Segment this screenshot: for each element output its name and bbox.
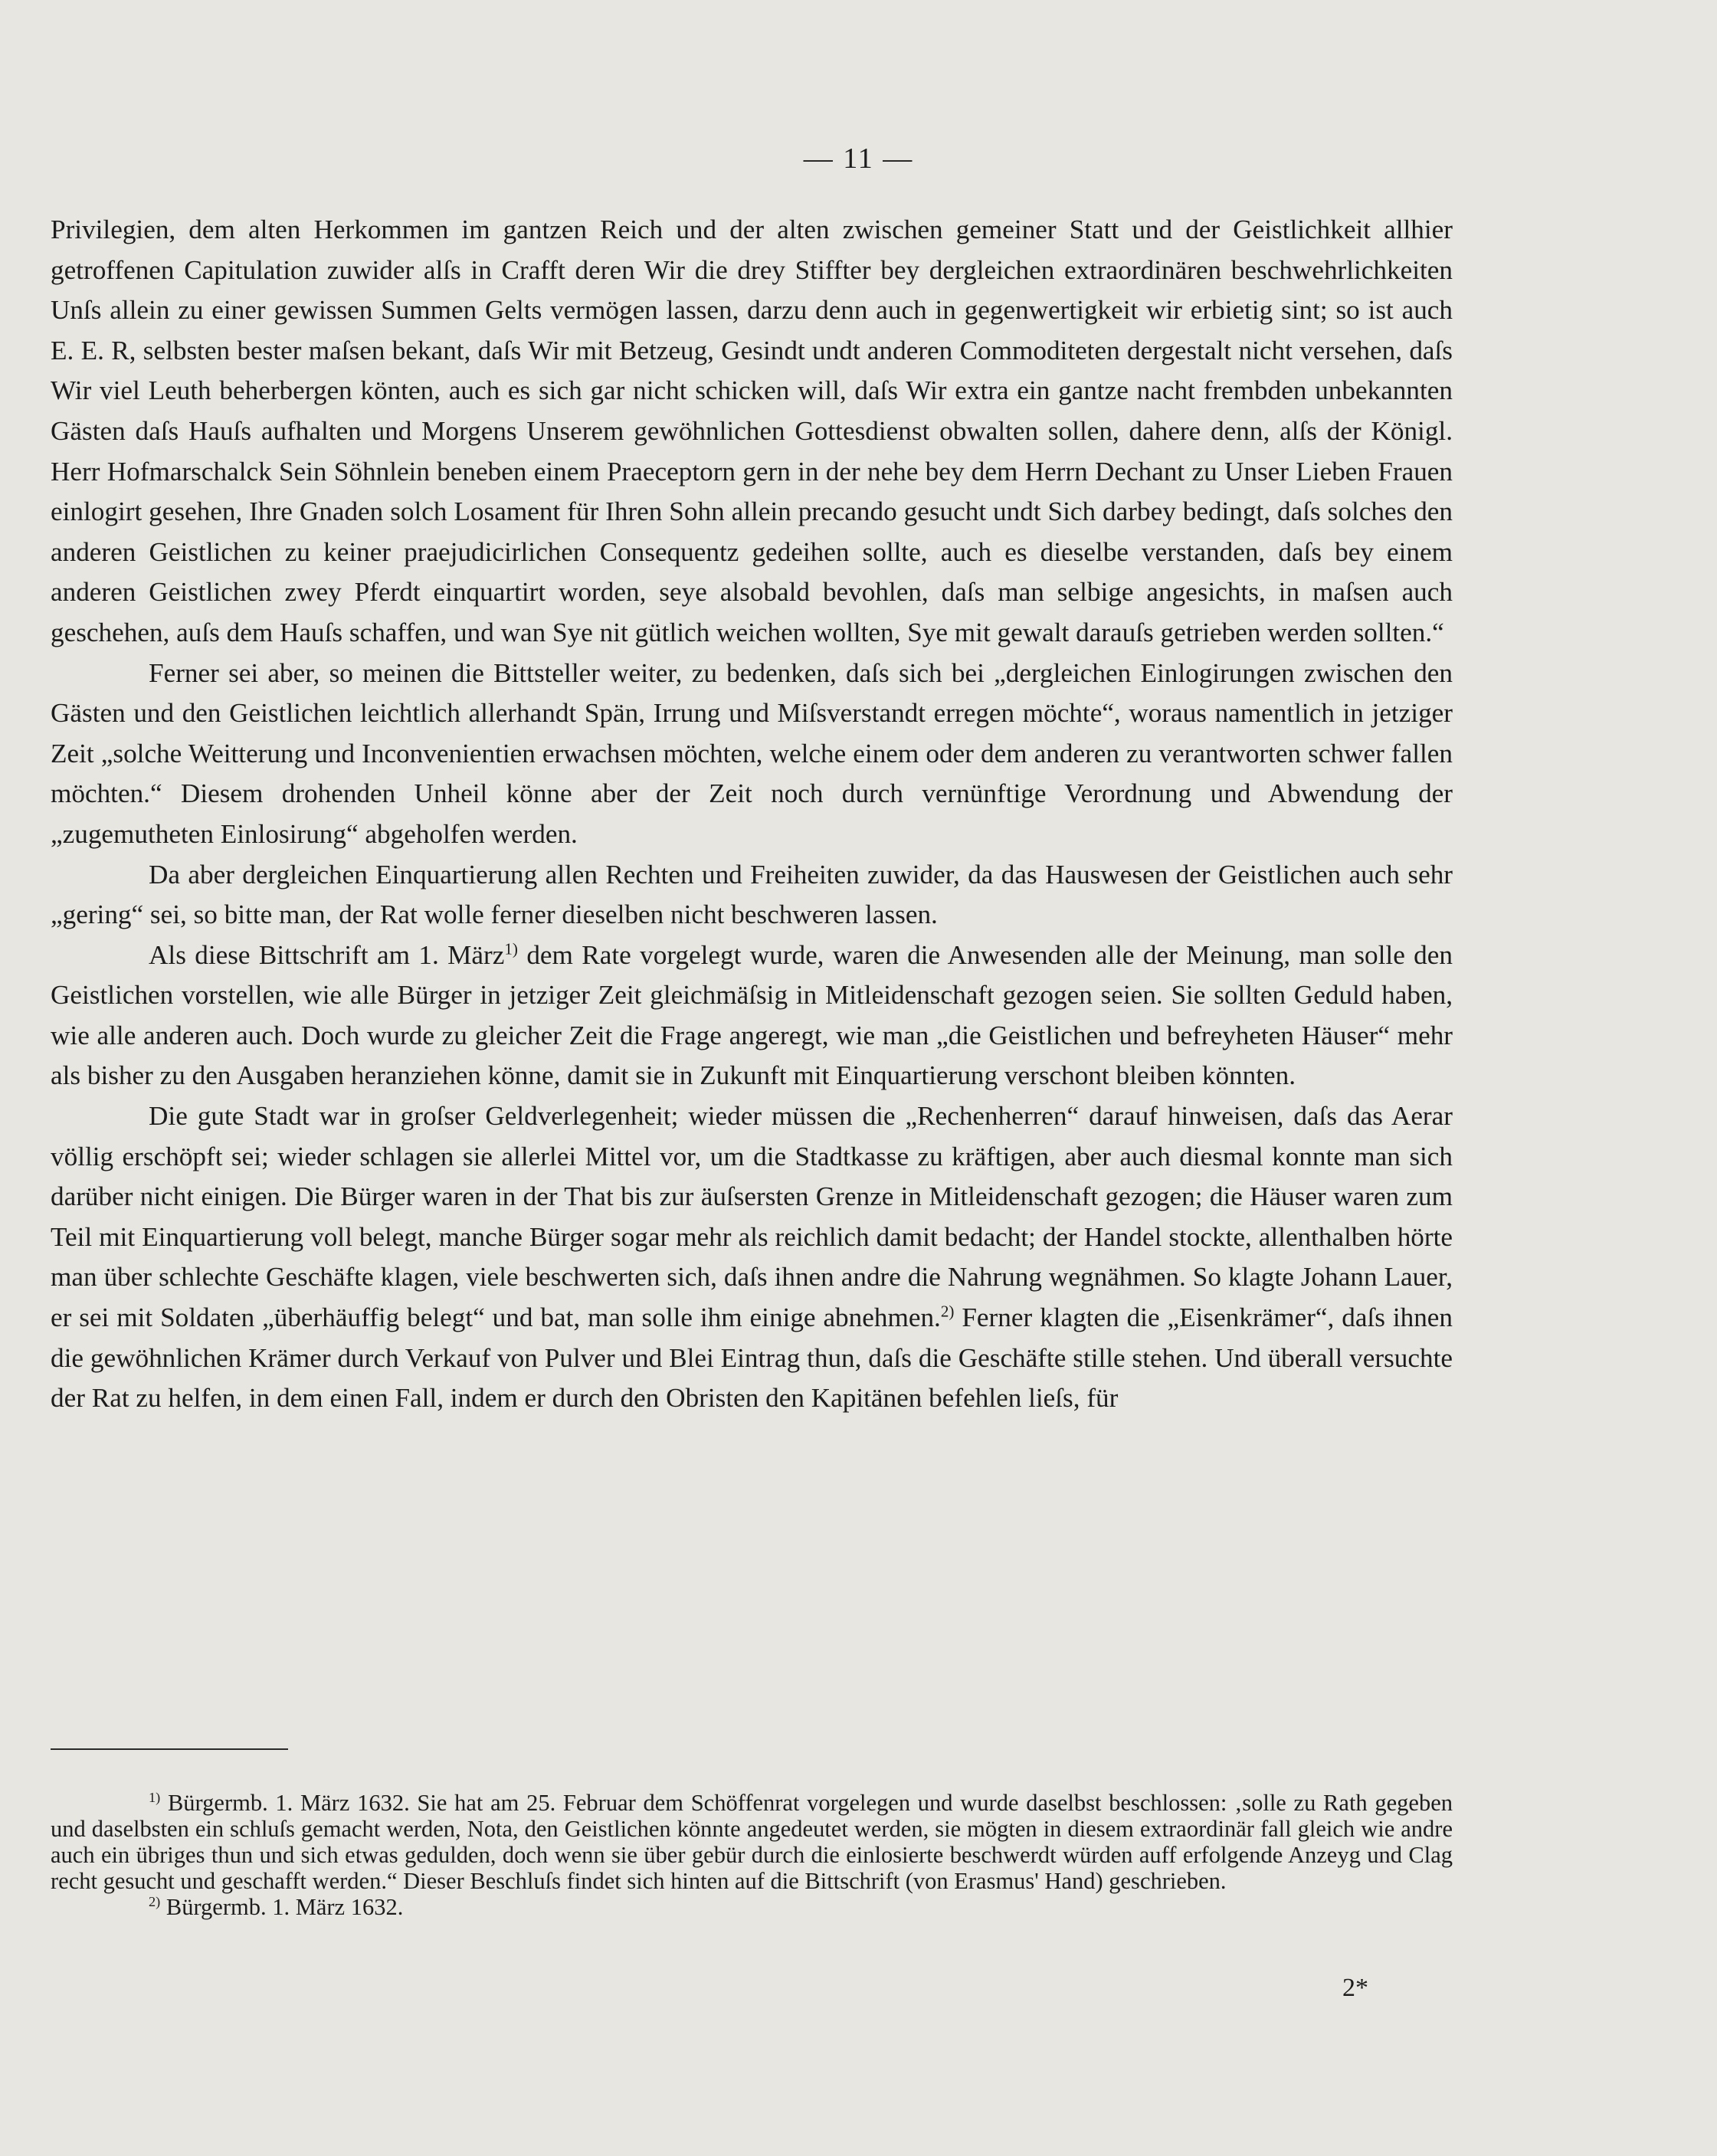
signature-mark: 2*: [1342, 1974, 1368, 2002]
footnote-1: [51, 1790, 1453, 1894]
paragraph-5: [51, 1096, 1453, 1419]
paragraph-4: [51, 935, 1453, 1096]
paragraph-2: Ferner sei aber, so meinen die Bittsteller weiter, zu bedenken, daſs sich bei „dergleichen Einlogirungen zwischen den Gästen und den Geistlichen leichtlich allerhandt Spän, Irrung und Miſsverstandt erregen möchte“, woraus namentlich in jetziger Zeit „solche Weitterung und Inconvenientien erwachsen möchten, welche einem oder dem anderen zu verantworten schwer fallen möchten.“ Diesem drohenden Unheil könne aber der Zeit noch durch vernünftige Verordnung und Abwendung der „zugemutheten Einlosirung“ abgeholfen werden.: [51, 657, 1453, 849]
footnote-divider: [51, 1748, 288, 1750]
paragraph-4-lead: Als diese Bittschrift am 1. März: [149, 939, 505, 970]
footnote-2: [51, 1894, 1453, 1920]
body-text: [51, 210, 1453, 1419]
footnote-ref-1: 1): [504, 939, 518, 958]
footnote-marker-2: 2): [149, 1893, 161, 1909]
footnote-2-text: Bürgermb. 1. März 1632.: [165, 1894, 404, 1920]
paragraph-5-rest: Ferner klagten die „Eisenkrämer“, daſs ihnen die gewöhnlichen Krämer durch Verkauf von Pulver und Blei Eintrag thun, daſs die Geschäfte stille stehen. Und überall versuchte der Rat zu helfen, in dem einen Fall, indem er durch den Obristen den Kapitänen befehlen lieſs, für: [51, 1302, 1453, 1414]
paragraph-1: Privilegien, dem alten Herkommen im gantzen Reich und der alten zwischen gemeiner Statt und der Geistlichkeit allhier getroffenen Capitulation zuwider alſs in Crafft deren Wir die drey Stiffter bey dergleichen extraordinären beschwehrlichkeiten Unſs allein zu einer gewissen Summen Gelts vermögen lassen, darzu denn auch in gegenwertigkeit wir erbietig sint; so ist auch E. E. R, selbsten bester maſsen bekant, daſs Wir mit Betzeug, Gesindt undt anderen Commoditeten dergestalt nicht versehen, daſs Wir viel Leuth beherbergen könten, auch es sich gar nicht schicken will, daſs Wir extra ein gantze nacht frembden unbekannten Gästen daſs Hauſs aufhalten und Morgens Unserem gewöhnlichen Gottesdienst obwalten sollen, dahere denn, alſs der Königl. Herr Hofmarschalck Sein Söhnlein beneben einem Praeceptorn gern in der nehe bey dem Herrn Dechant zu Unser Lieben Frauen einlogirt gesehen, Ihre Gnaden solch Losament für Ihren Sohn allein precando gesucht undt Sich darbey bedingt, daſs solches den anderen Geistlichen zu keiner praejudicirlichen Consequentz gedeihen sollte, auch es dieselbe verstanden, daſs bey einem anderen Geistlichen zwey Pferdt einquartirt worden, seye alsobald bevohlen, daſs man selbige angesichts, in maſsen auch geschehen, auſs dem Hauſs schaffen, und wan Sye nit gütlich weichen wollten, Sye mit gewalt darauſs getrieben werden sollten.“: [51, 215, 1453, 647]
paragraph-3: Da aber dergleichen Einquartierung allen Rechten und Freiheiten zuwider, da das Hauswesen der Geistlichen auch sehr „gering“ sei, so bitte man, der Rat wolle ferner dieselben nicht beschweren lassen.: [51, 859, 1453, 930]
footnote-marker-1: 1): [149, 1789, 161, 1805]
footnote-ref-2: 2): [940, 1302, 955, 1321]
footnotes: [51, 1790, 1453, 1920]
paragraph-4-rest: dem Rate vorgelegt wurde, waren die Anwesenden alle der Meinung, man solle den Geistlichen vorstellen, wie alle Bürger in jetziger Zeit gleichmäſsig in Mitleidenschaft gezogen seien. Sie sollten Geduld haben, wie alle anderen auch. Doch wurde zu gleicher Zeit die Frage angeregt, wie man „die Geistlichen und befreyheten Häuser“ mehr als bisher zu den Ausgaben heranziehen könne, damit sie in Zukunft mit Einquartierung verschont bleiben könnten.: [51, 939, 1453, 1091]
paragraph-5-main: Die gute Stadt war in groſser Geldverlegenheit; wieder müssen die „Rechenherren“ darauf hinweisen, daſs das Aerar völlig erschöpft sei; wieder schlagen sie allerlei Mittel vor, um die Stadtkasse zu kräftigen, aber auch diesmal konnte man sich darüber nicht einigen. Die Bürger waren in der That bis zur äuſsersten Grenze in Mitleidenschaft gezogen; die Häuser waren zum Teil mit Einquartierung voll belegt, manche Bürger sogar mehr als reichlich damit bedacht; der Handel stockte, allenthalben hörte man über schlechte Geschäfte klagen, viele beschwerten sich, daſs ihnen andre die Nahrung wegnähmen. So klagte Johann Lauer, er sei mit Soldaten „überhäuffig belegt“ und bat, man solle ihm einige abnehmen.: [51, 1101, 1453, 1333]
footnote-1-text: Bürgermb. 1. März 1632. Sie hat am 25. Februar dem Schöffenrat vorgelegen und wurde daselbst beschlossen: ‚solle zu Rath gegeben und daselbsten ein schluſs gemacht werden, Nota, den Geistlichen könnte angedeutet werden, sie mögten in diesem extraordinär fall gleich wie andre auch ein übriges thun und sich etwas gedulden, doch wenn sie über gebür durch die einlosierte beschwerdt würden auff erfolgende Anzeyg und Clag recht gesucht und geschafft werden.“ Dieser Beschluſs findet sich hinten auf die Bittschrift (von Erasmus' Hand) geschrieben.: [51, 1790, 1453, 1894]
page-number: — 11 —: [803, 143, 914, 175]
